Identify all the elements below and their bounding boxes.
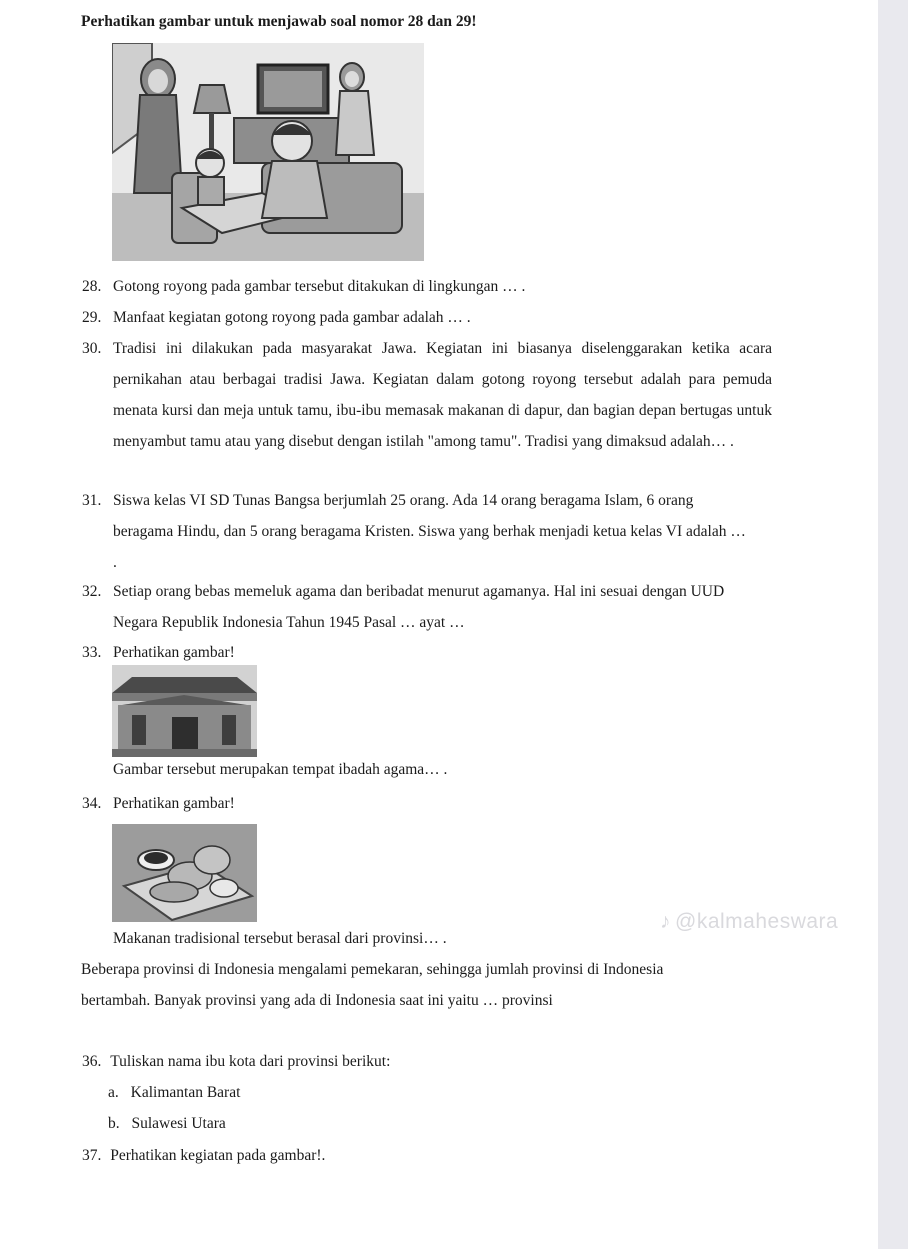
instruction-heading: Perhatikan gambar untuk menjawab soal nomor 28 dan 29! [81,13,477,30]
question-number: 32. [82,583,102,600]
question-number: 36. [82,1053,102,1070]
traditional-food-photo [112,824,257,922]
question-number: 37. [82,1147,102,1164]
item-text: Sulawesi Utara [131,1115,226,1132]
question-text: Perhatikan kegiatan pada gambar!. [110,1147,326,1164]
question-number: 29. [82,309,102,326]
family-cleaning-illustration [112,43,424,261]
watermark-text: @kalmaheswara [675,910,839,933]
watermark [660,910,838,934]
question-text: Perhatikan gambar! [113,644,235,661]
question-number: 30. [82,340,102,357]
item-label: a. [108,1084,119,1101]
right-margin-strip [878,0,908,1249]
question-29 [82,302,772,333]
list-item [108,1084,240,1102]
question-text: Perhatikan gambar! [113,795,235,812]
question-text: Gotong royong pada gambar tersebut ditakukan di lingkungan … . [113,278,526,295]
question-text: Siswa kelas VI SD Tunas Bangsa berjumlah 25 orang. Ada 14 orang beragama Islam, 6 orang beragama Hindu, dan 5 orang beragama Kristen. Siswa yang berhak menjadi ketua kelas VI adalah … . [113,492,746,571]
question-number: 31. [82,492,102,509]
question-36 [82,1053,390,1071]
question-34-caption: Makanan tradisional tersebut berasal dari provinsi… . [113,930,447,947]
question-text: Manfaat kegiatan gotong royong pada gambar adalah … . [113,309,471,326]
question-number: 33. [82,644,102,661]
question-text: Setiap orang bebas memeluk agama dan beribadat menurut agamanya. Hal ini sesuai dengan UUD Negara Republik Indonesia Tahun 1945 Pasal … ayat … [113,583,725,631]
music-note-icon: ♪ [660,910,671,933]
question-text: Tradisi ini dilakukan pada masyarakat Jawa. Kegiatan ini biasanya diselenggarakan ketika acara pernikahan atau berbagai tradisi Jawa. Kegiatan dalam gotong royong tersebut adalah para pemuda menata kursi dan meja untuk tamu, ibu-ibu memasak makanan di dapur, dan bagian depan bertugas untuk menyambut tamu atau yang disebut dengan istilah "among tamu". Tradisi yang dimaksud adalah… . [113,340,772,450]
question-28 [82,271,772,302]
item-text: Kalimantan Barat [130,1084,241,1101]
question-31 [82,485,747,578]
question-35-line-1: Beberapa provinsi di Indonesia mengalami pemekaran, sehingga jumlah provinsi di Indonesia [81,961,664,978]
list-item [108,1115,226,1133]
temple-photo [112,665,257,757]
question-30 [82,333,772,457]
question-34 [82,788,772,819]
question-37 [82,1147,325,1165]
item-label: b. [108,1115,120,1132]
question-32 [82,576,772,638]
question-33-caption: Gambar tersebut merupakan tempat ibadah agama… . [113,761,448,778]
question-number: 28. [82,278,102,295]
question-33 [82,637,772,668]
question-text: Tuliskan nama ibu kota dari provinsi berikut: [110,1053,391,1070]
question-number: 34. [82,795,102,812]
question-35-line-2: bertambah. Banyak provinsi yang ada di Indonesia saat ini yaitu … provinsi [81,992,553,1009]
